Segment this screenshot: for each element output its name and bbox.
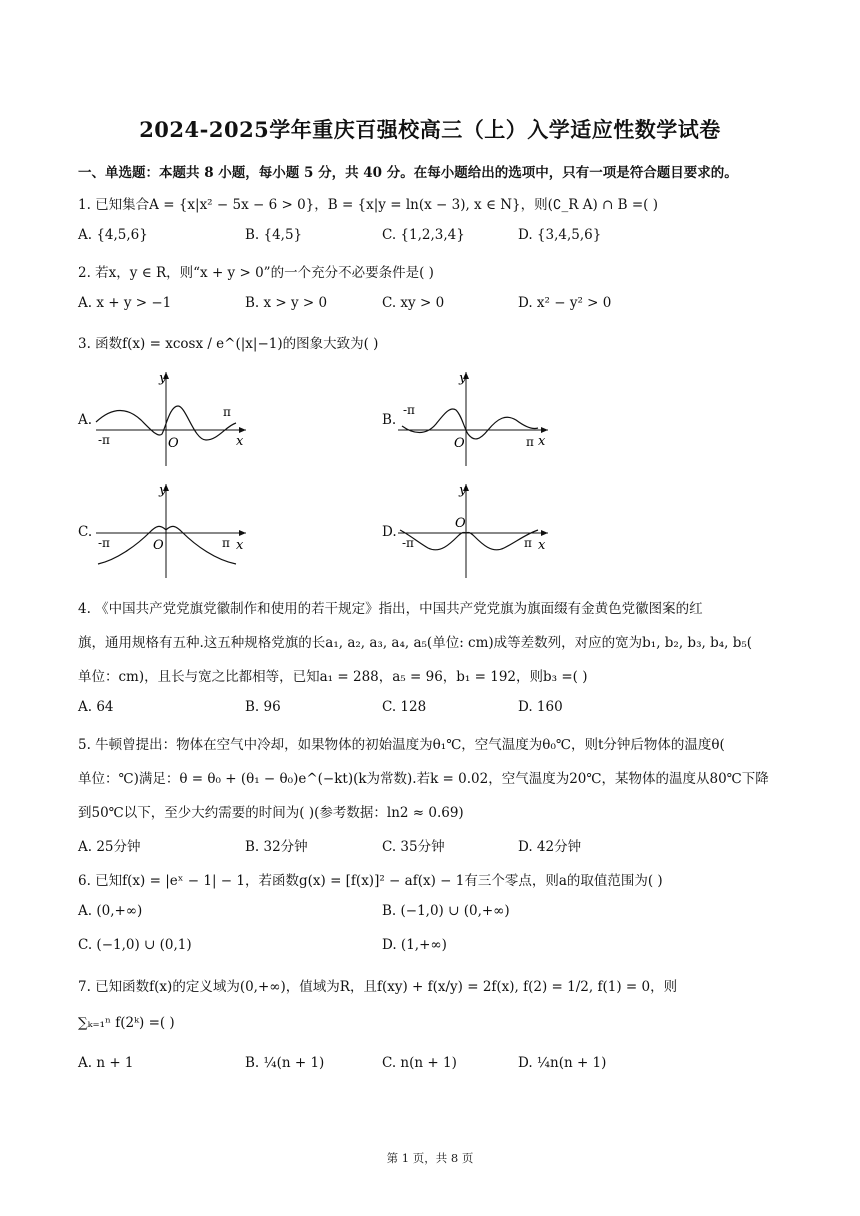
- q6-option-b[interactable]: B. (−1,0) ∪ (0,+∞): [382, 903, 510, 919]
- q4-line-3: 单位：cm)，且长与宽之比都相等，已知a₁ = 288，a₅ = 96，b₁ = 192，则b₃ =( ): [78, 669, 588, 685]
- q3-graph-c: [96, 480, 256, 580]
- q3-graph-b: [398, 368, 558, 468]
- q4-option-a[interactable]: A. 64: [78, 699, 114, 715]
- q7-option-b[interactable]: B. ¼(n + 1): [245, 1055, 325, 1071]
- graph-a-neg-pi: -π: [98, 433, 110, 447]
- q3-graph-a: [96, 368, 256, 468]
- q5-option-b[interactable]: B. 32分钟: [245, 839, 308, 855]
- q4-line-1: 4. 《中国共产党党旗党徽制作和使用的若干规定》指出，中国共产党党旗为旗面缀有金黄色党徽图案的红: [78, 601, 703, 617]
- q6-option-c[interactable]: C. (−1,0) ∪ (0,1): [78, 937, 192, 953]
- graph-b-pi: π: [526, 435, 534, 449]
- q1-option-c[interactable]: C. {1,2,3,4}: [382, 227, 465, 243]
- q5-line-2: 单位：℃)满足：θ = θ₀ + (θ₁ − θ₀)e^(−kt)(k为常数).若k = 0.02，空气温度为20℃，某物体的温度从80℃下降: [78, 771, 769, 787]
- q2-option-d[interactable]: D. x² − y² > 0: [518, 295, 612, 311]
- q5-option-c[interactable]: C. 35分钟: [382, 839, 445, 855]
- q5-line-1: 5. 牛顿曾提出：物体在空气中冷却，如果物体的初始温度为θ₁℃，空气温度为θ₀℃，则t分钟后物体的温度θ(: [78, 737, 725, 753]
- q3-stem: 3. 函数f(x) = xcosx / e^(|x|−1)的图象大致为( ): [78, 336, 379, 352]
- q1-option-d[interactable]: D. {3,4,5,6}: [518, 227, 602, 243]
- q5-line-3: 到50℃以下，至少大约需要的时间为( )(参考数据：ln2 ≈ 0.69): [78, 805, 464, 821]
- q3-graph-d: [398, 480, 558, 580]
- q6-stem: 6. 已知f(x) = |eˣ − 1| − 1，若函数g(x) = [f(x)]² − af(x) − 1有三个零点，则a的取值范围为( ): [78, 873, 663, 889]
- q1-option-b[interactable]: B. {4,5}: [245, 227, 303, 243]
- graph-d-pi: π: [524, 536, 532, 550]
- q3-option-a[interactable]: A.: [78, 412, 93, 428]
- q7-line-2: ∑ₖ₌₁ⁿ f(2ᵏ) =( ): [78, 1015, 175, 1031]
- q3-option-d[interactable]: D.: [382, 524, 397, 540]
- q7-option-a[interactable]: A. n + 1: [78, 1055, 134, 1071]
- section-heading: 一、单选题：本题共 8 小题，每小题 5 分，共 40 分。在每小题给出的选项中，只有一项是符合题目要求的。: [78, 165, 738, 181]
- q6-option-d[interactable]: D. (1,+∞): [382, 937, 447, 953]
- q7-option-d[interactable]: D. ¼n(n + 1): [518, 1055, 607, 1071]
- graph-b-neg-pi: -π: [403, 403, 415, 417]
- q1-stem: 1. 已知集合A = {x|x² − 5x − 6 > 0}，B = {x|y = ln(x − 3), x ∈ N}，则(∁_R A) ∩ B =( ): [78, 197, 658, 213]
- graph-c-neg-pi: -π: [98, 536, 110, 550]
- graph-a-x-label: x: [236, 434, 244, 449]
- graph-d-origin: O: [455, 516, 466, 531]
- graph-c-origin: O: [153, 538, 164, 553]
- q4-option-c[interactable]: C. 128: [382, 699, 427, 715]
- q6-option-a[interactable]: A. (0,+∞): [78, 903, 143, 919]
- q5-option-a[interactable]: A. 25分钟: [78, 839, 141, 855]
- graph-d-x-label: x: [538, 538, 546, 553]
- q1-option-a[interactable]: A. {4,5,6}: [78, 227, 148, 243]
- graph-a-y-label: y: [159, 371, 167, 386]
- q4-option-b[interactable]: B. 96: [245, 699, 281, 715]
- q3-option-c[interactable]: C.: [78, 524, 93, 540]
- graph-d-y-label: y: [459, 483, 467, 498]
- q7-option-c[interactable]: C. n(n + 1): [382, 1055, 457, 1071]
- q4-option-d[interactable]: D. 160: [518, 699, 563, 715]
- q2-option-b[interactable]: B. x > y > 0: [245, 295, 328, 311]
- q2-stem: 2. 若x，y ∈ R，则“x + y > 0”的一个充分不必要条件是( ): [78, 265, 434, 281]
- graph-c-y-label: y: [159, 483, 167, 498]
- q3-option-b[interactable]: B.: [382, 412, 397, 428]
- graph-c-pi: π: [222, 536, 230, 550]
- graph-d-neg-pi: -π: [402, 536, 414, 550]
- page-footer: 第 1 页，共 8 页: [386, 1151, 474, 1165]
- graph-a-origin: O: [168, 436, 179, 451]
- q7-line-1: 7. 已知函数f(x)的定义域为(0,+∞)，值域为R，且f(xy) + f(x/y) = 2f(x), f(2) = 1/2, f(1) = 0，则: [78, 979, 678, 995]
- q2-option-c[interactable]: C. xy > 0: [382, 295, 445, 311]
- graph-b-y-label: y: [459, 371, 467, 386]
- graph-a-pi: π: [223, 405, 231, 419]
- graph-b-origin: O: [454, 436, 465, 451]
- page-title: 2024-2025学年重庆百强校高三（上）入学适应性数学试卷: [139, 117, 721, 142]
- q5-option-d[interactable]: D. 42分钟: [518, 839, 582, 855]
- graph-b-x-label: x: [538, 434, 546, 449]
- q4-line-2: 旗，通用规格有五种.这五种规格党旗的长a₁, a₂, a₃, a₄, a₅(单位: cm)成等差数列，对应的宽为b₁, b₂, b₃, b₄, b₅(: [78, 635, 753, 651]
- graph-c-x-label: x: [236, 538, 244, 553]
- q2-option-a[interactable]: A. x + y > −1: [78, 295, 172, 311]
